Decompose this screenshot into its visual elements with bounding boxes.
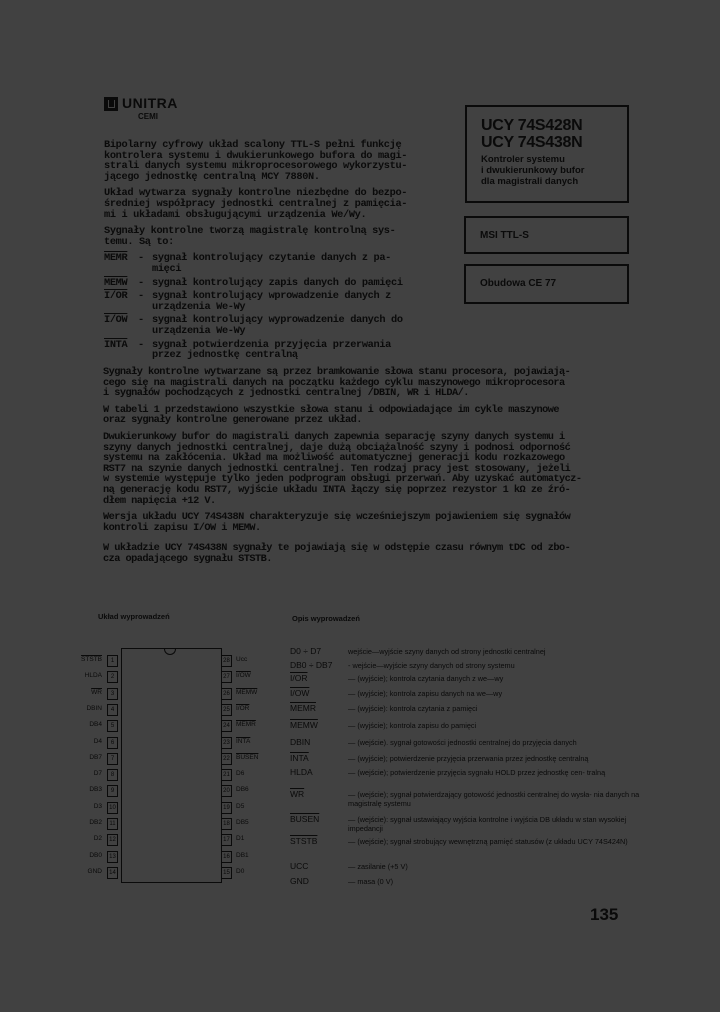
- pin-label: I/OR: [236, 704, 250, 712]
- text-line: i sygnałów pochodzących z jednostki centralnej /DBIN, WR i HLDA/.: [103, 387, 469, 400]
- pin-desc-item: [290, 647, 648, 656]
- text-line: średniej współpracy jednostki centralnej z pamięcia-: [104, 197, 408, 210]
- pin-number: 15: [221, 867, 232, 879]
- pin-label: D2: [93, 835, 102, 843]
- pin-label: $\overline{WR}$: [91, 688, 102, 696]
- chip-notch: [164, 648, 176, 655]
- text-line: mi i układami obsługującymi urządzenia We/Wy.: [104, 208, 367, 221]
- pin-desc-item: [290, 674, 648, 683]
- pin-desc-item: [290, 837, 648, 846]
- pin-desc-key: I/OW: [290, 688, 310, 698]
- chip-package: [121, 648, 222, 883]
- pin-desc-value: — (wyjście); potwierdzenie przyjęcia przerwania przez jednostkę centralną: [348, 754, 589, 763]
- unitra-logo: [104, 96, 178, 111]
- signal-item: I/OR - sygnał kontrolujący wprowadzenie danych z urządzenia We-Wy: [104, 291, 434, 312]
- text-line: kontroli zapisu I/OW i MEMW.: [103, 521, 261, 534]
- pin-desc-key: BUSEN: [290, 814, 320, 824]
- text-line: Dwukierunkowy bufor do magistrali danych zapewnia separację szyny danych systemu i: [103, 430, 565, 443]
- pin-desc-key: DB0 ÷ DB7: [290, 660, 333, 670]
- text-line: Sygnały kontrolne wytwarzane są przez bramkowanie słowa stanu procesora, pojawiają-: [103, 366, 571, 378]
- pin-number: 18: [221, 818, 232, 830]
- pin-desc-value: — (wejście); sygnał potwierdzający gotowość jednostki centralnej do wysła- nia danych na magistralę systemu: [348, 790, 640, 808]
- text-line: ną generację kodu RST7, wyjście układu INTA łączy się poprzez rezystor 1 kΩ ze źró-: [103, 483, 571, 496]
- pin-desc-item: [290, 815, 648, 833]
- title-box: [465, 105, 629, 203]
- pin-number: 5: [107, 720, 118, 732]
- pin-number: 17: [221, 834, 232, 846]
- logo-sub: CEMI: [138, 112, 158, 121]
- pin-number: 1: [107, 655, 118, 667]
- text-line: Układ wytwarza sygnały kontrolne niezbędne do bezpo-: [104, 187, 408, 200]
- pin-desc-value: — (wyjście); kontrola czytania danych z we—wy: [348, 674, 504, 683]
- pin-number: 25: [221, 704, 232, 716]
- pin-number: 16: [221, 851, 232, 863]
- text-line: W tabeli 1 przedstawiono wszystkie słowa stanu i odpowiadające im cykle maszynowe: [103, 403, 559, 416]
- pin-number: 28: [221, 655, 232, 667]
- pin-desc-value: — (wejście). sygnał gotowości jednostki centralnej do przyjęcia danych: [348, 738, 577, 747]
- text-line: szyny danych jednostki centralnej, daje dużą obciążalność szyny i podnosi odporność: [103, 441, 571, 454]
- text-line: strali danych systemu mikroprocesorowego wykorzystu-: [104, 160, 408, 173]
- signal-desc: mięci: [152, 262, 182, 275]
- text-line: w systemie występuje tylko jeden podprogram obsługi przerwań. Aby uzyskać automatycz-: [103, 473, 582, 486]
- pin-label: DBIN: [86, 704, 102, 712]
- pin-label: D4: [93, 737, 102, 745]
- pin-label: DB0: [89, 851, 102, 859]
- pin-desc-title: Opis wyprowadzeń: [292, 614, 360, 623]
- pin-desc-item: [290, 754, 648, 763]
- pin-desc-key: HLDA: [290, 767, 313, 777]
- signal-desc: sygnał kontrolujący zapis danych do pamięci: [152, 276, 403, 289]
- pin-number: 2: [107, 671, 118, 683]
- pin-label: DB7: [89, 753, 102, 761]
- pin-number: 3: [107, 688, 118, 700]
- pin-desc-value: — (wyjście); kontrola zapisu do pamięci: [348, 721, 477, 730]
- signal-item: MEMR - sygnał kontrolujący czytanie danych z pa- mięci: [104, 253, 434, 274]
- text-line: temu. Są to:: [104, 235, 174, 248]
- text-line: oraz sygnały kontrolne generowane przez układ.: [103, 414, 362, 427]
- pin-label: STSTB: [81, 656, 102, 663]
- pin-desc-item: [290, 768, 648, 777]
- title-desc-line: dla magistrali danych: [481, 176, 579, 187]
- pin-label: D1: [236, 835, 245, 843]
- signal-name: INTA: [104, 338, 128, 351]
- pin-desc-value: wejście—wyjście szyny danych od strony jednostki centralnej: [348, 647, 546, 656]
- pin-label: HLDA: [84, 672, 102, 680]
- technology-box: [464, 216, 629, 254]
- pin-number: 11: [107, 818, 118, 830]
- pin-number: 7: [107, 753, 118, 765]
- pin-label: D6: [236, 770, 245, 778]
- pin-desc-key: DBIN: [290, 737, 311, 747]
- signal-desc: przez jednostkę centralną: [152, 349, 298, 362]
- body-text: [103, 367, 633, 571]
- pin-desc-item: [290, 877, 648, 886]
- pin-label: BUSEN: [236, 753, 259, 761]
- pin-number: 19: [221, 802, 232, 814]
- package-label: Obudowa CE 77: [480, 278, 557, 289]
- title-desc-line: Kontroler systemu: [481, 154, 565, 165]
- pin-label: DB6: [236, 786, 249, 794]
- text-line: cza opadającego sygnału STSTB.: [103, 552, 272, 565]
- page-number: 135: [590, 905, 619, 924]
- signal-desc: sygnał kontrolujący czytanie danych z pa-: [152, 252, 391, 265]
- pin-label: DB3: [89, 786, 102, 794]
- logo-brand: UNITRA: [122, 95, 178, 111]
- signal-desc: sygnał potwierdzenia przyjęcia przerwania: [152, 338, 391, 351]
- pin-desc-value: - wejście—wyjście szyny danych od strony systemu: [348, 661, 515, 670]
- text-line: Wersja układu UCY 74S438N charakteryzuje się wcześniejszym pojawieniem się sygnałów: [103, 511, 571, 524]
- pin-number: 9: [107, 785, 118, 797]
- pin-label: D7: [93, 770, 102, 778]
- pin-desc-key: INTA: [290, 753, 309, 763]
- pin-desc-item: [290, 862, 648, 871]
- pin-desc-key: $\overline{WR}$: [290, 789, 305, 799]
- pin-desc-key: D0 ÷ D7: [290, 646, 322, 656]
- signal-name: MEMW: [104, 276, 128, 289]
- pin-label: INTA: [236, 737, 251, 745]
- part-number-1: UCY 74S428N: [481, 117, 583, 134]
- title-desc-line: i dwukierunkowy bufor: [481, 165, 585, 176]
- pin-desc-value: — zasilanie (+5 V): [348, 862, 408, 871]
- pin-number: 13: [107, 851, 118, 863]
- pin-label: D5: [236, 802, 245, 810]
- pin-desc-value: — (wyjście); kontrola zapisu danych na we—wy: [348, 689, 503, 698]
- pin-number: 24: [221, 720, 232, 732]
- pin-desc-key: GND: [290, 876, 309, 886]
- text-line: kontrolera systemu i dwukierunkowego bufora do magi-: [104, 149, 408, 162]
- text-line: dłem napięcia +12 V.: [103, 494, 216, 507]
- pin-desc-value: — (wejście): sygnał ustawiający wyjścia kontrolne i wyjścia DB układu w stan wysokiej impedancji: [348, 815, 627, 833]
- signal-desc: urządzenia We-Wy: [152, 300, 246, 313]
- technology-label: MSI TTL-S: [480, 230, 529, 241]
- pin-label: DB5: [236, 819, 249, 826]
- pinout-title: Układ wyprowadzeń: [98, 612, 170, 621]
- pin-desc-item: [290, 661, 648, 670]
- pin-number: 8: [107, 769, 118, 781]
- pin-number: 4: [107, 704, 118, 716]
- pin-label: MEMR: [236, 721, 256, 729]
- pin-desc-value: — (wejście); sygnał strobujący wewnętrzną pamięć statusów (z układu UCY 74S424N): [348, 837, 628, 846]
- pin-label: I/OW: [236, 672, 251, 680]
- pin-desc-value: — masa (0 V): [348, 877, 394, 886]
- pin-label: MEMW: [236, 688, 258, 696]
- unitra-logo-icon: [104, 97, 118, 111]
- pin-desc-item: [290, 721, 648, 730]
- signal-item: MEMW - sygnał kontrolujący zapis danych do pamięci: [104, 278, 434, 289]
- pin-desc-item: [290, 704, 648, 713]
- pin-number: 6: [107, 737, 118, 749]
- pin-number: 26: [221, 688, 232, 700]
- text-line: Bipolarny cyfrowy układ scalony TTL-S pełni funkcję: [104, 139, 402, 151]
- pin-number: 10: [107, 802, 118, 814]
- pin-label: DB2: [89, 819, 102, 826]
- pin-label: DB1: [236, 851, 249, 859]
- pin-number: 20: [221, 785, 232, 797]
- pin-desc-item: [290, 689, 648, 698]
- pin-desc-item: [290, 738, 648, 747]
- signal-name: I/OR: [104, 290, 128, 303]
- pin-desc-item: [290, 790, 648, 808]
- part-number-2: UCY 74S438N: [481, 134, 583, 151]
- signal-desc: sygnał kontrolujący wyprowadzenie danych do: [152, 314, 403, 327]
- pin-desc-key: MEMR: [290, 703, 316, 713]
- pin-number: 22: [221, 753, 232, 765]
- pin-number: 21: [221, 769, 232, 781]
- pin-number: 14: [107, 867, 118, 879]
- pin-label: DB4: [89, 721, 102, 729]
- pin-desc-key: I/OR: [290, 673, 308, 683]
- pin-label: Ucc: [236, 656, 248, 663]
- pin-desc-key: STSTB: [290, 836, 318, 846]
- text-line: W układzie UCY 74S438N sygnały te pojawiają się w odstępie czasu równym tDC od zbo-: [103, 542, 571, 555]
- text-line: cego się na magistrali danych na początku każdego cyklu maszynowego mikroprocesora: [103, 376, 565, 389]
- pin-desc-value: — (wyjście): kontrola czytania z pamięci: [348, 704, 478, 713]
- text-line: RST7 na szynie danych jednostki centralnej. Ten rodzaj pracy jest stosowany, jeżeli: [103, 462, 571, 475]
- signal-desc: urządzenia We-Wy: [152, 324, 246, 337]
- intro-text: [104, 140, 434, 364]
- pin-label: D3: [93, 802, 102, 810]
- signal-desc: sygnał kontrolujący wprowadzenie danych z: [152, 290, 391, 303]
- signal-name: MEMR: [104, 252, 128, 265]
- package-box: [464, 264, 629, 304]
- pin-number: 12: [107, 834, 118, 846]
- pin-number: 27: [221, 671, 232, 683]
- signal-name: I/OW: [104, 314, 128, 327]
- text-line: jącego jednostkę centralną MCY 7880N.: [104, 170, 320, 183]
- text-line: systemu na zakłócenia. Układ ma możliwość automatycznej generacji kodu rozkazowego: [103, 452, 565, 465]
- pin-desc-key: MEMW: [290, 720, 318, 730]
- pin-label: GND: [87, 867, 102, 875]
- signal-item: INTA - sygnał potwierdzenia przyjęcia przerwania przez jednostkę centralną: [104, 340, 434, 361]
- signal-list: [104, 253, 434, 360]
- pin-desc-value: — (wejście); potwierdzenie przyjęcia sygnału HOLD przez jednostkę cen- tralną: [348, 768, 606, 777]
- text-line: Sygnały kontrolne tworzą magistralę kontrolną sys-: [104, 225, 396, 238]
- signal-item: I/OW - sygnał kontrolujący wyprowadzenie danych do urządzenia We-Wy: [104, 315, 434, 336]
- pin-label: D0: [236, 867, 245, 875]
- pin-number: 23: [221, 737, 232, 749]
- pin-desc-key: UCC: [290, 861, 309, 871]
